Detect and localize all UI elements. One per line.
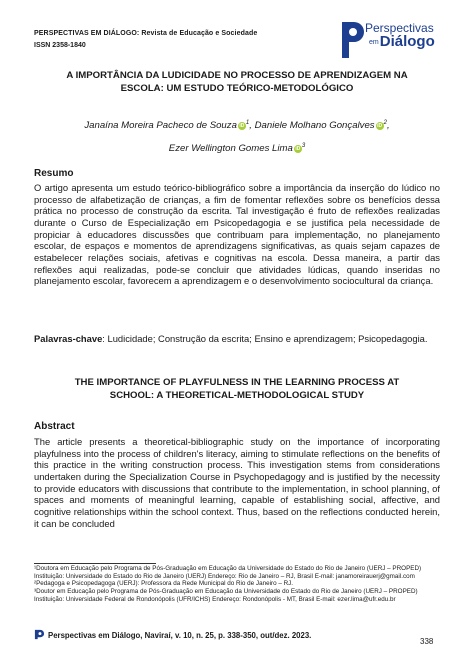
title-pt-line-1: A IMPORTÂNCIA DA LUDICIDADE NO PROCESSO DE APRENDIZAGEM NA	[66, 70, 408, 81]
footer-citation: Perspectivas em Diálogo, Naviraí, v. 10, n. 25, p. 338-350, out/dez. 2023.	[48, 631, 312, 640]
abstract-heading: Abstract	[34, 421, 75, 432]
article-title-pt	[34, 69, 440, 95]
author-list	[34, 113, 440, 159]
journal-header: PERSPECTIVAS EM DIÁLOGO: Revista de Educação e Sociedade	[34, 30, 258, 37]
logo-p-icon	[340, 20, 364, 60]
logo-word-perspectivas: Perspectivas	[365, 21, 434, 35]
author-line-2	[34, 136, 440, 159]
resumo-text: O artigo apresenta um estudo teórico-bibliográfico sobre a importância da inserção do lúdico no processo de alfabetização de crianças, a fim de fomentar reflexões sobre os benefícios dessa prática no processo de construção da escrita. Tal investigação é fruto de reflexões realizadas durante o Curso de Especialização em Psicopedagogia e se justifica pela necessidade de propiciar à educadores discussões que contribuam para implementação, no planejamento escolar, de espaços e momentos de aprendizagens significativas, as quais sejam capazes de estabelecer relações sociais, afetivas e cognitivas na escola. Dessa maneira, a partir das reflexões aqui realizadas, pode-se concluir que atividades lúdicas, quando inseridas no planejamento escolar, favorecem a aprendizagem e o desenvolvimento sociocultural da criança.	[34, 182, 440, 287]
orcid-icon[interactable]: iD	[239, 123, 245, 129]
author-note-ref: 1	[245, 120, 250, 126]
abstract-text: The article presents a theoretical-bibliographic study on the importance of incorporating playfulness into the process of children's literacy, aiming to stimulate reflections on the benefits of this practice in the writing construction process. This investigation stems from considerations undertaken during the Specialization Course in Psychopedagogy and is justified by the necessity to provide educators with discussions that contribute to the implementation, in school planning, of spaces and moments of meaningful learning, capable of establishing social, affective, and cognitive relationships within the school context. Thus, based on the reflections conducted herein, it can be concluded	[34, 436, 440, 529]
title-en-line-1: THE IMPORTANCE OF PLAYFULNESS IN THE LEARNING PROCESS AT	[74, 377, 400, 388]
orcid-icon[interactable]: iD	[377, 123, 383, 129]
author-note-ref: 3	[301, 143, 306, 149]
author-name: Daniele Molhano Gonçalves	[254, 120, 375, 131]
title-en-line-2: SCHOOL: A THEORETICAL-METHODOLOGICAL STUDY	[109, 390, 365, 401]
journal-logo	[340, 18, 445, 62]
resumo-heading: Resumo	[34, 168, 74, 179]
author-name: Ezer Wellington Gomes Lima	[168, 143, 293, 154]
keywords-label: Palavras-chave	[34, 333, 103, 344]
logo-word-dialogo-text: Diálogo	[379, 33, 435, 50]
author-name: Janaína Moreira Pacheco de Souza	[84, 120, 237, 131]
footnote-2: ²Pedagoga e Psicopedagoga (UERJ): Professora da Rede Municipal do Rio de Janeiro – RJ.	[34, 580, 294, 588]
keywords-list: : Ludicidade; Construção da escrita; Ensino e aprendizagem; Psicopedagogia.	[102, 333, 428, 344]
footnote-3: ³Doutor em Educação pelo Programa de Pós-Graduação em Educação da Universidade do Estado do Rio de Janeiro (UERJ – PROPED) Instituição: Universidade Federal de Rondonópolis (UFR/ICHS) Endereço: Rondonópolis - MT, Brasil E-mail: ezer.lima@ufr.edu.br	[34, 588, 418, 603]
article-title-en	[34, 376, 440, 402]
footnote-1: ¹Doutora em Educação pelo Programa de Pós-Graduação em Educação da Universidade do Estado do Rio de Janeiro (UERJ – PROPED) Instituição: Universidade do Estado do Rio de Janeiro (UERJ) Endereço: Rio de Janeiro – RJ, Brasil E-mail: janamoreirauerj@gmail.com	[34, 565, 422, 580]
footnotes	[34, 565, 440, 604]
author-note-ref: 2	[383, 120, 387, 126]
journal-logo-icon	[34, 629, 45, 640]
page-number: 338	[420, 637, 434, 646]
issn-label: ISSN 2358-1840	[34, 42, 86, 49]
logo-word-dialogo	[369, 33, 435, 50]
keywords-pt	[34, 333, 440, 345]
logo-word-em: em	[369, 38, 379, 46]
author-line-1: Janaína Moreira Pacheco de Souza iD $^1$, Daniele Molhano Gonçalves iD $^2$,	[84, 120, 390, 131]
orcid-icon[interactable]: iD	[295, 146, 301, 152]
footnote-divider	[34, 563, 156, 564]
title-pt-line-2: ESCOLA: UM ESTUDO TEÓRICO-METODOLÓGICO	[120, 83, 354, 94]
page-footer	[34, 629, 311, 640]
